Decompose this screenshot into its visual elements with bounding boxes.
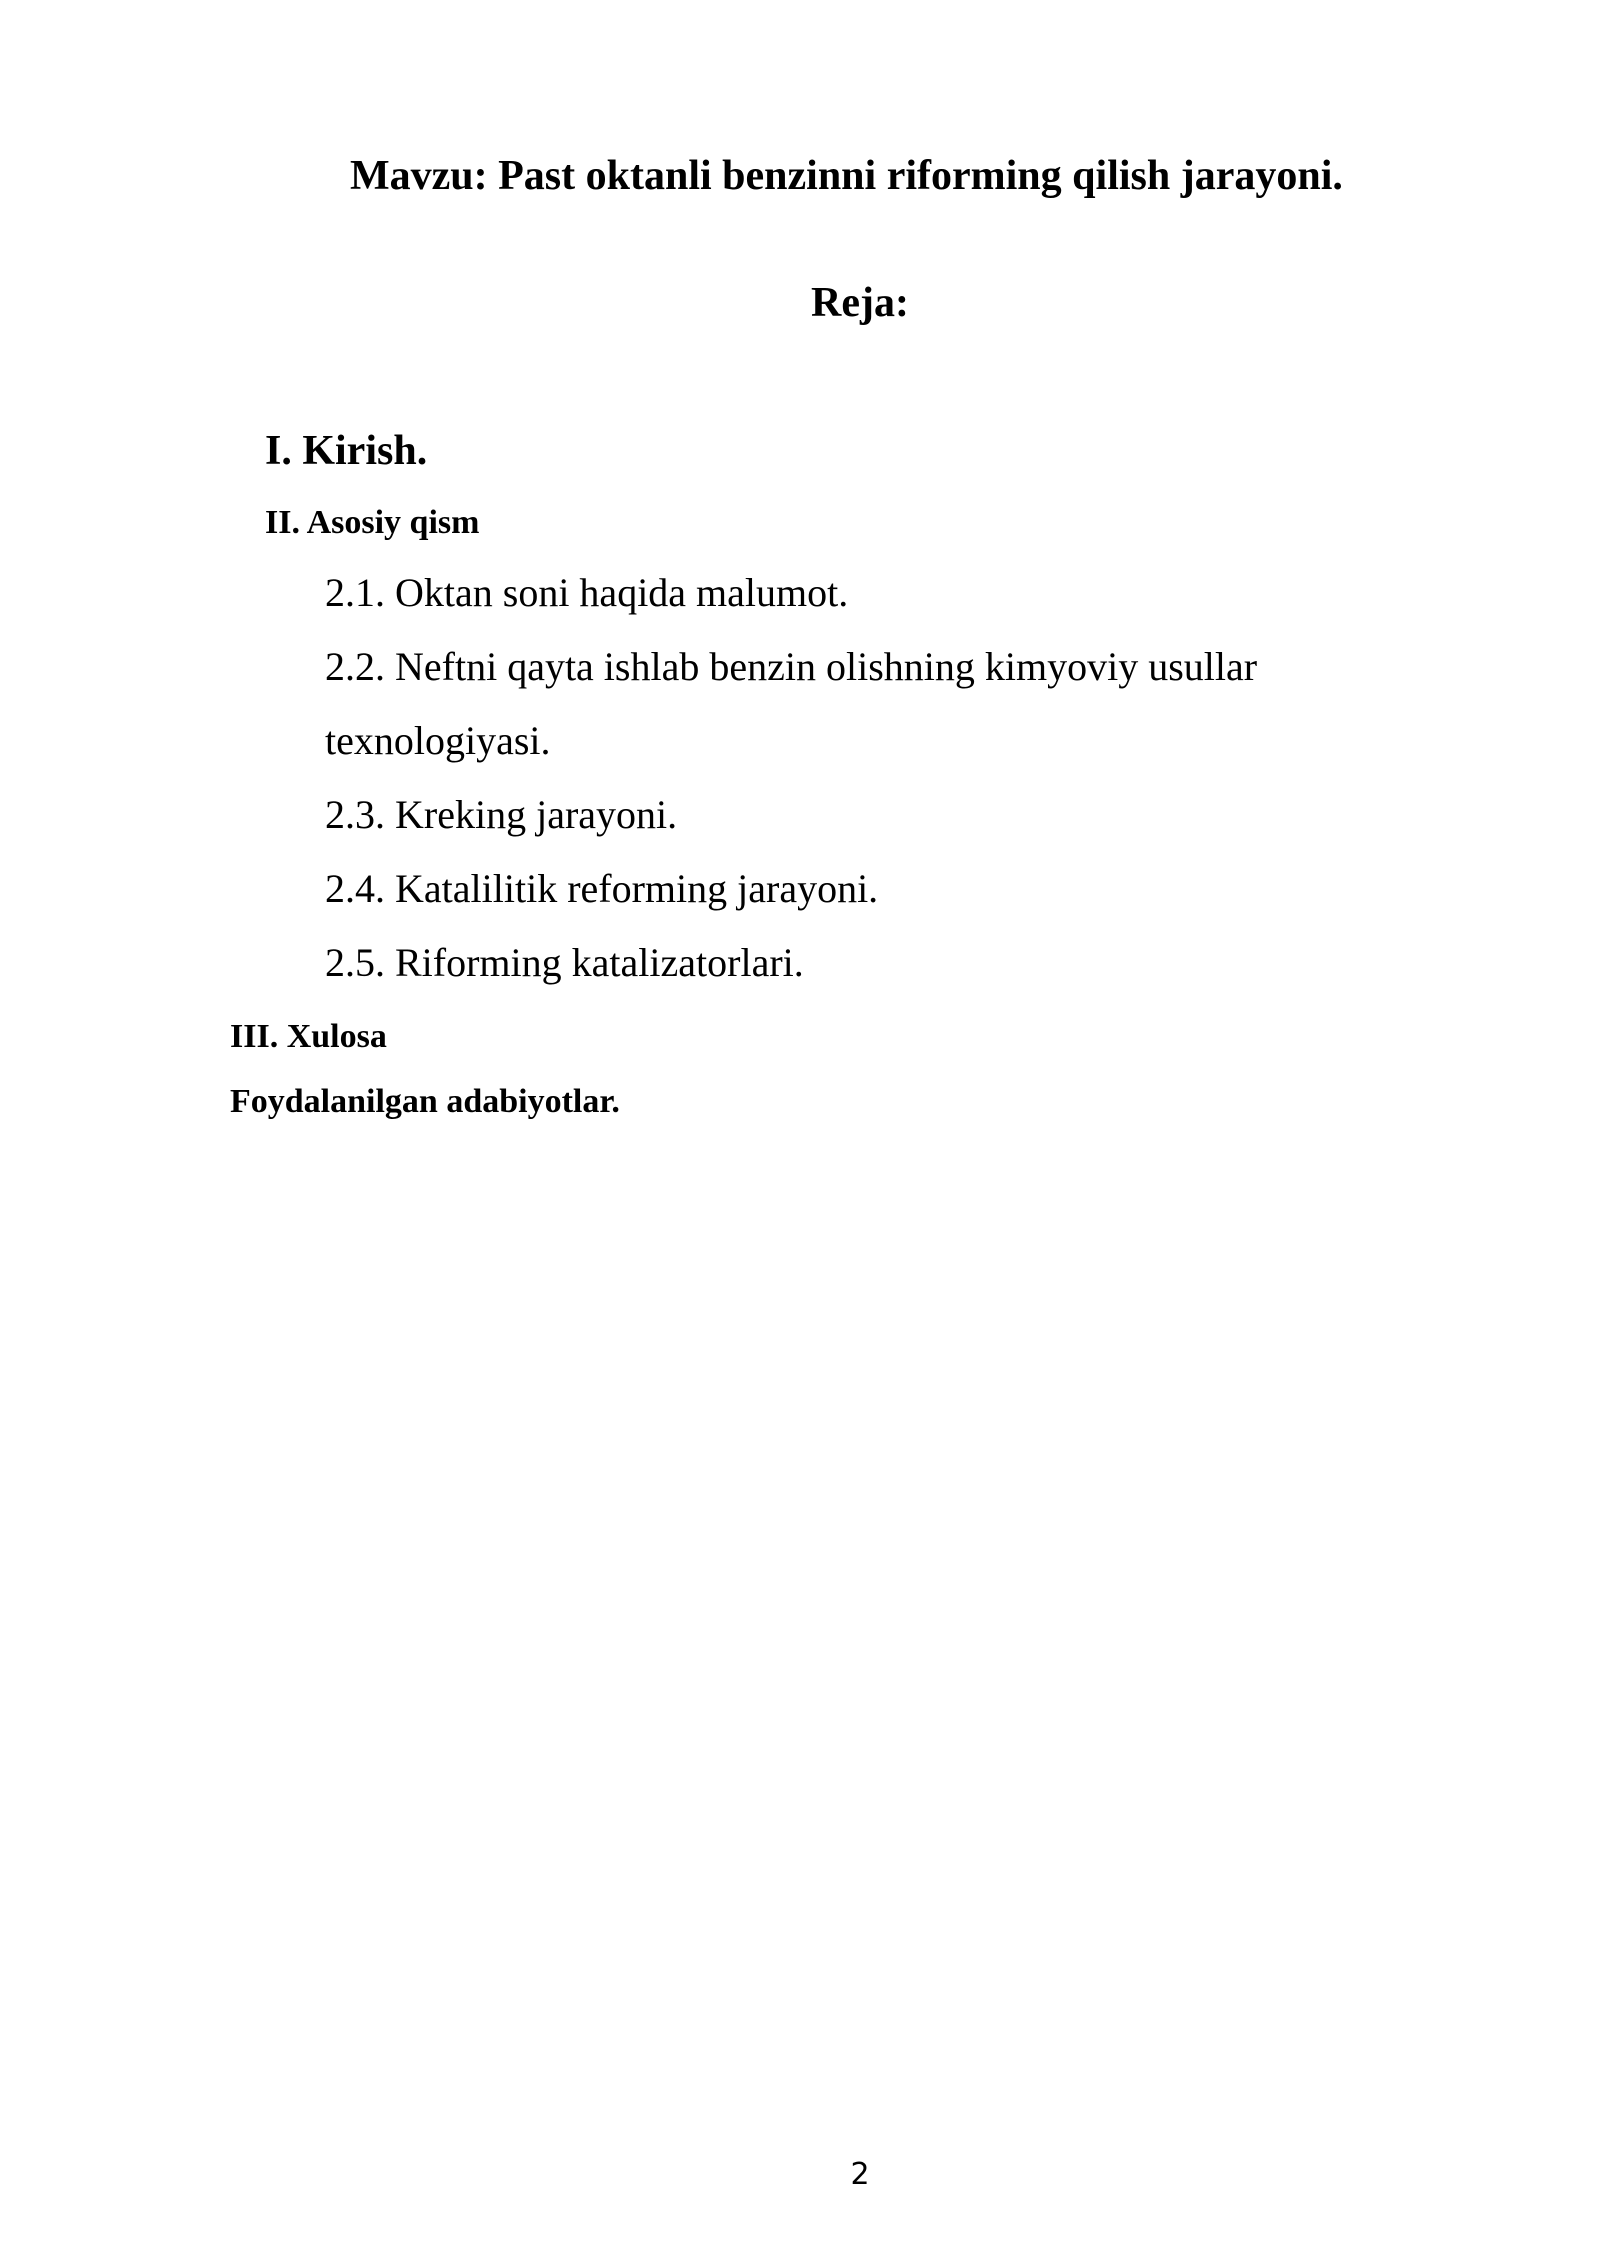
section-introduction: I. Kirish. (265, 428, 428, 474)
section-references: Foydalanilgan adabiyotlar. (230, 1083, 620, 1120)
subsection-2-3: 2.3. Kreking jarayoni. (325, 792, 678, 837)
plan-heading: Reja: (811, 280, 909, 326)
page-number: 2 (850, 2157, 870, 2192)
subsection-2-4: 2.4. Katalilitik reforming jarayoni. (325, 866, 879, 911)
section-conclusion: III. Xulosa (230, 1018, 387, 1055)
document-title: Mavzu: Past oktanli benzinni riforming qilish jarayoni. (350, 153, 1343, 199)
subsection-2-2: 2.2. Neftni qayta ishlab benzin olishning kimyoviy usullar (325, 644, 1258, 689)
subsection-2-5: 2.5. Riforming katalizatorlari. (325, 940, 804, 985)
subsection-2-1: 2.1. Oktan soni haqida malumot. (325, 570, 849, 615)
section-main-part: II. Asosiy qism (265, 504, 480, 541)
subsection-2-2-continued: texnologiyasi. (325, 718, 551, 763)
